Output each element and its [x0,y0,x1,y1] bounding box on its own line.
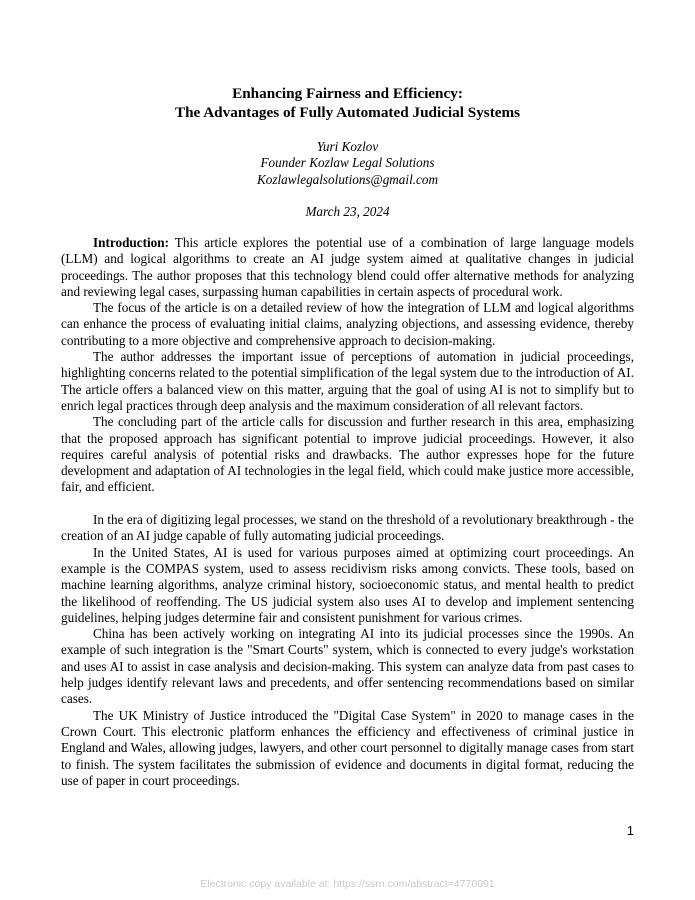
body-paragraph-3: China has been actively working on integrating AI into its judicial processes since the 1990s. An example of such integration is the "Smart Courts" system, which is connected to every judge's workstation and uses AI to assist in case analysis and decision-making. This system can analyze data from past cases to help judges identify relevant laws and precedents, and offer sentencing recommendations based on similar cases. [61,626,634,707]
body-paragraph-1: In the era of digitizing legal processes, we stand on the threshold of a revolutionary breakthrough - the creation of an AI judge capable of fully automating judicial proceedings. [61,512,634,544]
author-block [61,139,634,188]
page-number: 1 [626,823,634,838]
author-affiliation: Founder Kozlaw Legal Solutions [260,155,435,171]
title-line-1: Enhancing Fairness and Efficiency: [232,85,463,102]
article-body [61,235,634,789]
author-email: Kozlawlegalsolutions@gmail.com [256,171,438,187]
paper-title [61,84,634,122]
ssrn-footer: Electronic copy available at: https://ssrn.com/abstract=4770091 [200,878,495,890]
intro-paragraph-3: The author addresses the important issue of perceptions of automation in judicial proceedings, highlighting concerns related to the potential simplification of the legal system due to the introduction of AI. The article offers a balanced view on this matter, arguing that the goal of using AI is not to simplify but to enrich legal practices through deep analysis and the maximum consideration of all relevant factors. [61,349,634,413]
body-paragraph-2: In the United States, AI is used for various purposes aimed at optimizing court proceedings. An example is the COMPAS system, used to assess recidivism risks among convicts. These tools, based on machine learning algorithms, analyze criminal history, socioeconomic status, and mental health to predict the likelihood of reoffending. The US judicial system also uses AI to develop and implement sentencing guidelines, helping judges determine fair and consistent punishment for various crimes. [61,544,634,625]
body-paragraph-4: The UK Ministry of Justice introduced the "Digital Case System" in 2020 to manage cases in the Crown Court. This electronic platform enhances the efficiency and effectiveness of criminal justice in England and Wales, allowing judges, lawyers, and other court personnel to digitally manage cases from start to finish. The system facilitates the submission of evidence and documents in digital format, reducing the use of paper in court proceedings. [61,707,634,788]
author-name: Yuri Kozlov [316,139,379,154]
publication-date: March 23, 2024 [305,204,390,219]
intro-paragraph-1 [61,235,634,300]
intro-paragraph-2: The focus of the article is on a detailed review of how the integration of LLM and logical algorithms can enhance the process of evaluating initial claims, analyzing objections, and assessing evidence, thereby contributing to a more objective and comprehensive approach to decision-making. [61,300,634,348]
intro-paragraph-4: The concluding part of the article calls for discussion and further research in this area, emphasizing that the proposed approach has significant potential to improve judicial proceedings. However, it also requires careful analysis of potential risks and drawbacks. The author expresses hope for the future development and adaptation of AI technologies in the legal field, which could make justice more accessible, fair, and efficient. [61,414,634,495]
intro-text-1: This article explores the potential use of a combination of large language models (LLM) and logical algorithms to create an AI judge system aimed at qualitative changes in judicial proceedings. The author proposes that this technology blend could offer alternative methods for analyzing and reviewing legal cases, surpassing human capabilities in certain aspects of procedural work. [61,235,634,299]
title-line-2: The Advantages of Fully Automated Judicial Systems [174,104,521,121]
intro-lead: Introduction: [93,235,169,250]
